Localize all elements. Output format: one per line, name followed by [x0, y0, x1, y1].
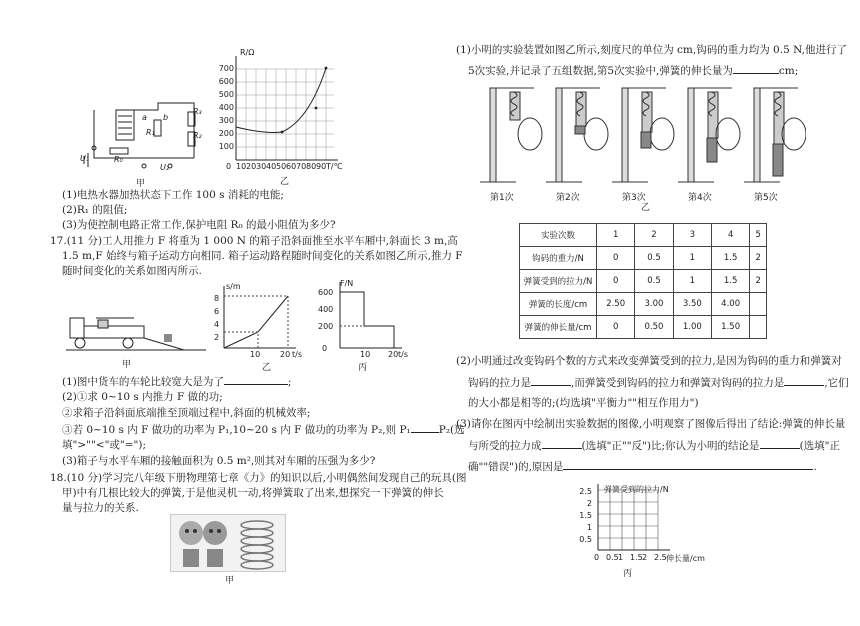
label-r2: R₂: [193, 131, 202, 140]
p2b: [468, 375, 849, 390]
table-cell: 1: [673, 270, 711, 293]
q17-s1: [62, 374, 291, 389]
table-row: [520, 247, 767, 270]
p3b: [468, 438, 840, 453]
p3c2-text: .: [813, 461, 817, 473]
p3b2-text: (选填"正""反")比;你认为小明的结论是: [581, 440, 760, 452]
ytick: 200: [218, 129, 234, 138]
xtick: 0.5: [606, 553, 619, 562]
label-r0: R₀: [114, 155, 123, 164]
xtick: 30: [256, 162, 267, 171]
ytick: 1: [586, 523, 592, 532]
label-u2: U₂: [160, 163, 170, 172]
xtick: 80: [306, 162, 317, 171]
circuit-caption: 甲: [136, 179, 146, 189]
table-cell: 2: [750, 270, 767, 293]
ytick: 2: [586, 499, 592, 508]
table-cell: 1.5: [711, 270, 749, 293]
q16-s2: (2)R₁ 的阻值;: [62, 204, 128, 216]
table-cell: 4: [711, 224, 749, 247]
q17-s2a: (2)①求 0~10 s 内推力 F 做的功;: [62, 391, 223, 403]
answer-blank[interactable]: [784, 375, 824, 386]
answer-blank[interactable]: [542, 438, 582, 449]
answer-blank[interactable]: [760, 438, 800, 449]
table-cell: 1: [673, 247, 711, 270]
xtick: 60: [286, 162, 297, 171]
table-cell: 4.00: [711, 293, 749, 316]
xtick: 2: [642, 553, 648, 562]
table-cell: 2.50: [597, 293, 635, 316]
chart-r-xlabel: T/℃: [326, 162, 343, 171]
table-cell: 2: [635, 224, 673, 247]
f-t-chart: [330, 278, 410, 354]
q17-s1-end: ;: [287, 376, 292, 388]
table-cell: [750, 293, 767, 316]
table-cell: 2: [750, 247, 767, 270]
table-cell: 0.5: [635, 270, 673, 293]
trial-label: 第4次: [688, 193, 712, 203]
answer-blank[interactable]: [411, 422, 439, 433]
table-cell: 弹簧的伸长量/cm: [520, 316, 597, 339]
p3b3-text: (选填"正: [799, 440, 840, 452]
ytick: 0.5: [579, 535, 592, 544]
chart-r-caption: 乙: [280, 177, 290, 187]
chart-f-xtick-20: 20: [388, 350, 399, 359]
chart-r-ylabel: R/Ω: [240, 48, 255, 57]
table-cell: 3: [673, 224, 711, 247]
chart-s-xtick-20: 20: [280, 350, 291, 359]
toy-spring-photo: [170, 514, 286, 572]
chart-s-xtick-10: 10: [250, 350, 261, 359]
table-cell: 5: [750, 224, 767, 247]
toy-spring-illustration: [171, 515, 285, 571]
table-cell: 0: [597, 247, 635, 270]
table-row: [520, 293, 767, 316]
xtick: 10: [236, 162, 247, 171]
table-cell: 3.00: [635, 293, 673, 316]
chart-f-xtick-10: 10: [360, 350, 371, 359]
q17-s2e: 填">""<"或"=");: [62, 439, 147, 451]
xtick: 0: [226, 162, 232, 171]
chart-f-ylabel: F/N: [340, 279, 354, 288]
q17-s1-text: (1)图中货车的车轮比较宽大是为了: [62, 376, 224, 388]
answer-blank[interactable]: [531, 375, 571, 386]
chart-f-ytick-600: 600: [318, 288, 334, 297]
q18-l2: 甲)中有几根比较大的弹簧,于是他灵机一动,将弹簧取了出来,想探究一下弹簧的伸长: [62, 487, 444, 499]
xtick: 90: [316, 162, 327, 171]
q17-s2c-text: ③若 0~10 s 内 F 做功的功率为 P₁,10~20 s 内 F 做功的功率为 P₂,则 P₁: [62, 424, 411, 436]
xtick: 2.5: [654, 553, 667, 562]
answer-blank[interactable]: [563, 459, 813, 470]
q17-s2b: ②求箱子沿斜面底端推至顶端过程中,斜面的机械效率;: [62, 407, 311, 419]
trial-label: 第3次: [622, 193, 646, 203]
chart-f-ytick-0: 0: [322, 344, 328, 353]
grid-yticks: [578, 486, 592, 546]
ytick: 600: [218, 77, 234, 86]
ytick: 700: [218, 64, 234, 73]
trial-label: 第1次: [490, 193, 514, 203]
table-cell: 1.00: [673, 316, 711, 339]
q17-s2d-text: P₂(选: [438, 424, 465, 436]
grid-xticks: [594, 553, 705, 564]
xtick: 0: [594, 553, 600, 562]
q16-s3: (3)为使控制电路正常工作,保护电阻 R₀ 的最小阻值为多少?: [62, 219, 336, 231]
p2b1-text: 钩码的拉力是: [468, 377, 531, 389]
truck-ramp-figure: [66, 296, 206, 356]
chart-s-xlabel: t/s: [292, 350, 302, 359]
table-row: [520, 270, 767, 293]
q18-l1: 18.(10 分)学习完八年级下册物理第七章《力》的知识以后,小明偶然间发现自己的玩具(图: [50, 472, 467, 484]
chart-s-caption: 乙: [262, 363, 272, 373]
s-t-chart: [214, 282, 304, 354]
chart-f-caption: 丙: [358, 363, 368, 373]
q17-l3: 随时间变化的关系如图丙所示.: [62, 265, 202, 277]
ytick: 2: [214, 333, 220, 342]
ytick: 6: [214, 307, 220, 316]
table-cell: 0.5: [635, 247, 673, 270]
grid-xlabel: 伸长量/cm: [666, 554, 705, 563]
trial-label: 第5次: [754, 193, 778, 203]
table-cell: 实验次数: [520, 224, 597, 247]
ytick: 500: [218, 90, 234, 99]
p2b2-text: ,而弹簧受到钩码的拉力和弹簧对钩码的拉力是: [571, 377, 785, 389]
q17-s2c: [62, 422, 465, 437]
answer-blank[interactable]: [224, 374, 288, 385]
q17-l2: 1.5 m,F 始终与箱子运动方向相同. 箱子运动路程随时间变化的关系如图乙所示,推力 F: [62, 250, 463, 262]
table-cell: 1.50: [711, 316, 749, 339]
label-b: b: [163, 113, 169, 122]
q18-caption: 甲: [225, 576, 235, 586]
ytick: 1.5: [579, 511, 592, 520]
xtick: 1: [618, 553, 624, 562]
p3c: [468, 459, 817, 474]
p1a: (1)小明的实验装置如图乙所示,刻度尺的单位为 cm,钩码的重力均为 0.5 N,他进行了: [456, 44, 847, 56]
chart-r-xticks: [226, 162, 343, 171]
label-u1: U₁: [80, 154, 90, 163]
xtick: 40: [266, 162, 277, 171]
table-cell: 弹簧的长度/cm: [520, 293, 597, 316]
blank-grid: [592, 484, 672, 564]
p1c-text: cm;: [778, 65, 799, 77]
xtick: 70: [296, 162, 307, 171]
p2c: 的大小都是相等的;(均选填"平衡力""相互作用力"): [468, 397, 699, 409]
p2a: (2)小明通过改变钩码个数的方式来改变弹簧受到的拉力,是因为钩码的重力和弹簧对: [456, 355, 842, 367]
table-cell: 3.50: [673, 293, 711, 316]
apparatus-caption: 乙: [641, 203, 651, 213]
ytick: 8: [214, 294, 220, 303]
ytick: 100: [218, 142, 234, 151]
table-cell: 0.50: [635, 316, 673, 339]
table-cell: [750, 316, 767, 339]
q16-s1: (1)电热水器加热状态下工作 100 s 消耗的电能;: [62, 189, 284, 201]
p2b3-text: ,它们: [824, 377, 849, 389]
table-row: [520, 224, 767, 247]
chart-s-ylabel: s/m: [226, 282, 241, 291]
xtick: 20: [246, 162, 257, 171]
table-row: [520, 316, 767, 339]
p1b: [468, 63, 798, 78]
spring-apparatus-figure: [476, 86, 806, 186]
label-a: a: [142, 113, 147, 122]
ytick: 4: [214, 320, 220, 329]
table-cell: 1.5: [711, 247, 749, 270]
table-cell: 1: [597, 224, 635, 247]
xtick: 1.5: [630, 553, 643, 562]
label-r3: R₃: [193, 107, 202, 116]
data-table: [519, 223, 767, 339]
ytick: 300: [218, 116, 234, 125]
chart-s-yticks: [214, 292, 219, 344]
q17-s3: (3)箱子与水平车厢的接触面积为 0.5 m²,则其对车厢的压强为多少?: [62, 455, 376, 467]
chart-r-yticks: [218, 62, 234, 153]
p1b-text: 5次实验,并记录了五组数据,第5次实验中,弹簧的伸长量为: [468, 65, 733, 77]
xtick: 50: [276, 162, 287, 171]
table-cell: 弹簧受到的拉力/N: [520, 270, 597, 293]
grid-ylabel: 弹簧受到的拉力/N: [604, 485, 669, 494]
table-cell: 0: [597, 270, 635, 293]
grid-caption: 丙: [623, 569, 633, 579]
q17-fig-jia: 甲: [122, 360, 132, 370]
trial-label: 第2次: [556, 193, 580, 203]
q17-l1: 17.(11 分)工人用推力 F 将重为 1 000 N 的箱子沿斜面推至水平车厢中,斜面长 3 m,高: [50, 235, 458, 247]
table-cell: 0: [597, 316, 635, 339]
label-r1: R₁: [146, 128, 155, 137]
answer-blank[interactable]: [733, 63, 779, 74]
p3b1-text: 与所受的拉力成: [468, 440, 542, 452]
p3c1-text: 确""错误")的,原因是: [468, 461, 564, 473]
q18-l3: 量与拉力的关系.: [62, 502, 139, 514]
ytick: 2.5: [579, 487, 592, 496]
chart-f-xlabel: t/s: [398, 350, 408, 359]
chart-f-ytick-200: 200: [318, 322, 334, 331]
table-cell: 钩码的重力/N: [520, 247, 597, 270]
chart-f-ytick-400: 400: [318, 305, 334, 314]
ytick: 400: [218, 103, 234, 112]
p3a: (3)请你在图丙中绘制出实验数据的图像,小明观察了图像后得出了结论:弹簧的伸长量: [456, 418, 846, 430]
